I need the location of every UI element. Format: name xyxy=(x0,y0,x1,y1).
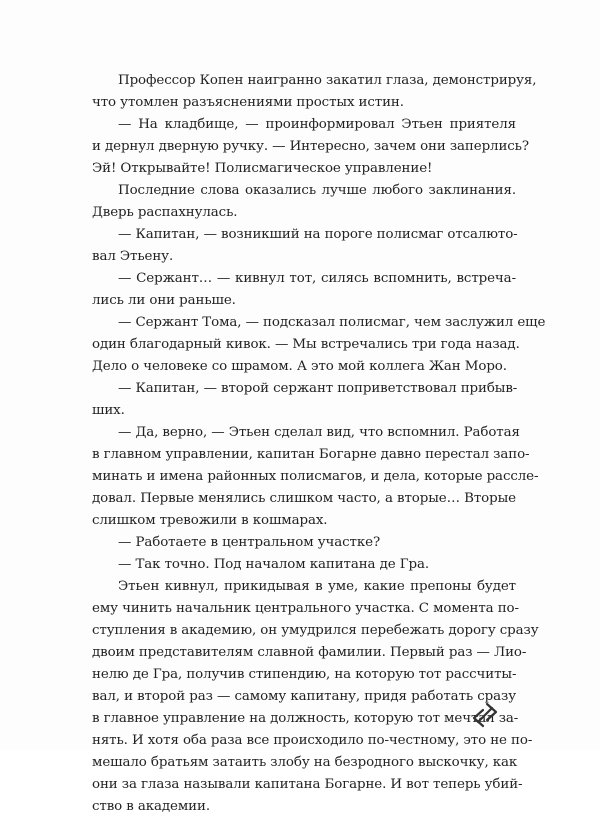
text-line: — Капитан, — возникший на пороге полисмаг отсалюто- xyxy=(118,227,518,242)
text-line: — На кладбище, — проинформировал Этьен приятеля xyxy=(118,117,516,132)
text-line: довал. Первые менялись слишком часто, а вторые… Вторые xyxy=(92,491,516,506)
page-turn-arrow-icon[interactable] xyxy=(470,700,500,730)
text-line: в главное управление на должность, которую тот мечтал за- xyxy=(92,711,519,726)
text-line: Дело о человеке со шрамом. А это мой коллега Жан Моро. xyxy=(92,359,507,374)
text-line: вал, и второй раз — самому капитану, придя работать сразу xyxy=(92,689,516,704)
text-line: они за глаза называли капитана Богарне. И вот теперь убий- xyxy=(92,777,523,792)
text-line: Профессор Копен наигранно закатил глаза, демонстрируя, xyxy=(118,73,537,88)
text-line: Эй! Открывайте! Полисмагическое управление! xyxy=(92,161,433,176)
text-line: нять. И хотя оба раза все происходило по-честному, это не по- xyxy=(92,733,533,748)
text-line: ступления в академию, он умудрился перебежать дорогу сразу xyxy=(92,623,539,638)
text-line: — Так точно. Под началом капитана де Гра. xyxy=(118,557,429,572)
text-line: ство в академии. xyxy=(92,799,210,814)
body-text xyxy=(92,70,546,818)
text-line: вал Этьену. xyxy=(92,249,174,264)
text-line: и дернул дверную ручку. — Интересно, зачем они заперлись? xyxy=(92,139,529,154)
text-line: — Сержант… — кивнул тот, силясь вспомнить, встреча- xyxy=(118,271,516,286)
text-line: — Капитан, — второй сержант поприветствовал прибыв- xyxy=(118,381,518,396)
text-line: — Работаете в центральном участке? xyxy=(118,535,381,550)
text-line: слишком тревожили в кошмарах. xyxy=(92,513,328,528)
text-line: — Да, верно, — Этьен сделал вид, что вспомнил. Работая xyxy=(118,425,520,440)
text-line: Этьен кивнул, прикидывая в уме, какие препоны будет xyxy=(118,579,516,594)
text-line: один благодарный кивок. — Мы встречались три года назад. xyxy=(92,337,520,352)
text-line: нелю де Гра, получив стипендию, на которую тот рассчиты- xyxy=(92,667,517,682)
text-line: в главном управлении, капитан Богарне давно перестал запо- xyxy=(92,447,530,462)
text-line: Последние слова оказались лучше любого заклинания. xyxy=(118,183,516,198)
text-line: минать и имена районных полисмагов, и дела, которые рассле- xyxy=(92,469,539,484)
text-line: — Сержант Тома, — подсказал полисмаг, чем заслужил еще xyxy=(118,315,546,330)
text-line: ему чинить начальник центрального участка. С момента по- xyxy=(92,601,519,616)
text-line: мешало братьям затаить злобу на безродного выскочку, как xyxy=(92,755,518,770)
text-line: Дверь распахнулась. xyxy=(92,205,238,220)
text-line: ших. xyxy=(92,403,125,418)
text-line: лись ли они раньше. xyxy=(92,293,236,308)
text-line: что утомлен разъяснениями простых истин. xyxy=(92,95,404,110)
text-line: двоим представителям славной фамилии. Первый раз — Лио- xyxy=(92,645,527,660)
